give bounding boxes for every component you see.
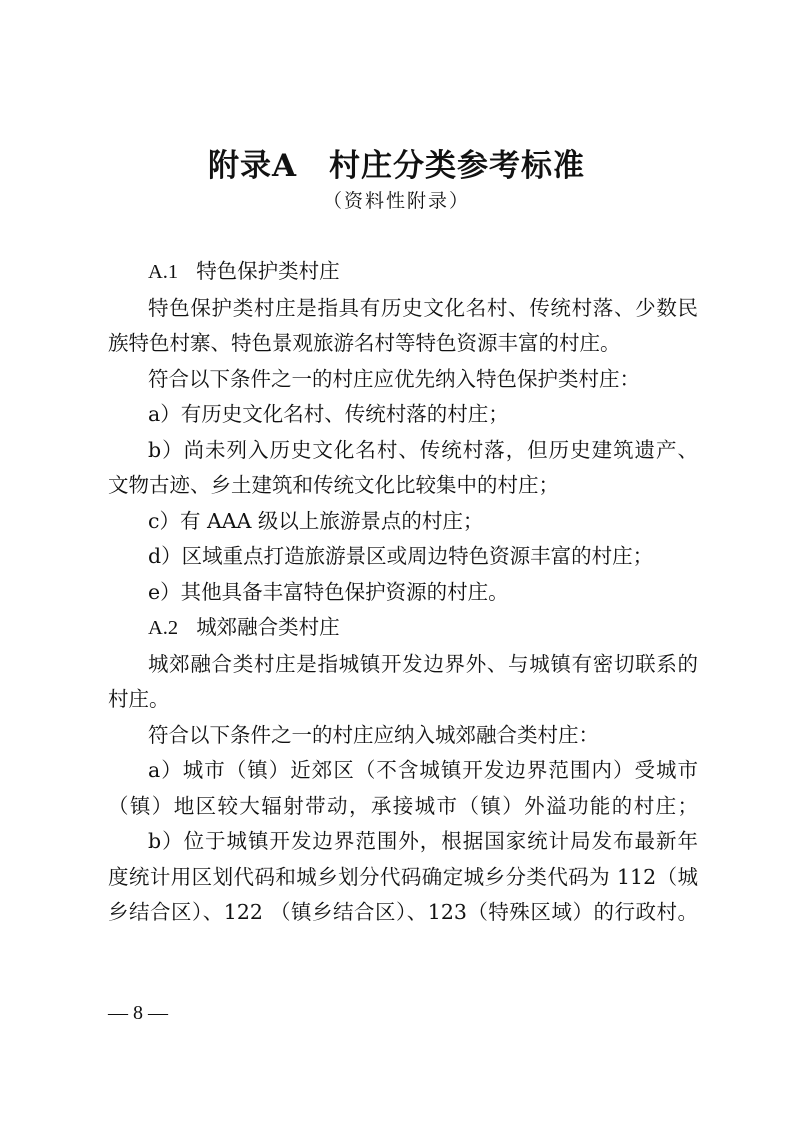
list-item: b）位于城镇开发边界范围外，根据国家统计局发布最新年 (148, 829, 698, 853)
paragraph-line: 村庄。 (108, 687, 170, 711)
paragraph-line: 族特色村寨、特色景观旅游名村等特色资源丰富的村庄。 (108, 331, 621, 355)
list-item: a）城市（镇）近郊区（不含城镇开发边界范围内）受城市 (148, 758, 698, 782)
page-title: 附录A 村庄分类参考标准 (207, 148, 586, 184)
list-item-continuation: （镇）地区较大辐射带动，承接城市（镇）外溢功能的村庄； (108, 793, 698, 818)
section-number: A.1 (148, 261, 179, 283)
list-item-continuation: 文物古迹、乡土建筑和传统文化比较集中的村庄； (108, 473, 559, 497)
section-number: A.2 (148, 617, 179, 639)
section-heading (108, 254, 698, 291)
paragraph-line: 符合以下条件之一的村庄应纳入城郊融合类村庄： (148, 722, 599, 747)
list-item-continuation: 度统计用区划代码和城乡划分代码确定城乡分类代码为 112（城 (108, 864, 698, 889)
list-item: c）有 AAA 级以上旅游景点的村庄； (148, 508, 484, 533)
paragraph-line: 城郊融合类村庄是指城镇开发边界外、与城镇有密切联系的 (148, 651, 698, 676)
document-body (108, 254, 698, 931)
list-item-continuation: 乡结合区）、122 （镇乡结合区）、123（特殊区域）的行政村。 (108, 900, 698, 924)
list-item: b）尚未列入历史文化名村、传统村落，但历史建筑遗产、 (148, 437, 698, 462)
section-heading (108, 610, 698, 647)
list-item: e）其他具备丰富特色保护资源的村庄。 (148, 579, 509, 604)
page-subtitle: （资料性附录） (322, 190, 470, 212)
paragraph-line: 符合以下条件之一的村庄应优先纳入特色保护类村庄： (148, 366, 640, 391)
list-item: d）区域重点打造旅游景区或周边特色资源丰富的村庄； (148, 544, 654, 568)
list-item: a）有历史文化名村、传统村落的村庄； (148, 402, 509, 426)
section-title: 特色保护类村庄 (196, 259, 340, 283)
page-number: — 8 — (108, 1002, 168, 1024)
paragraph-line: 特色保护类村庄是指具有历史文化名村、传统村落、少数民 (148, 295, 698, 320)
section-title: 城郊融合类村庄 (196, 615, 340, 639)
